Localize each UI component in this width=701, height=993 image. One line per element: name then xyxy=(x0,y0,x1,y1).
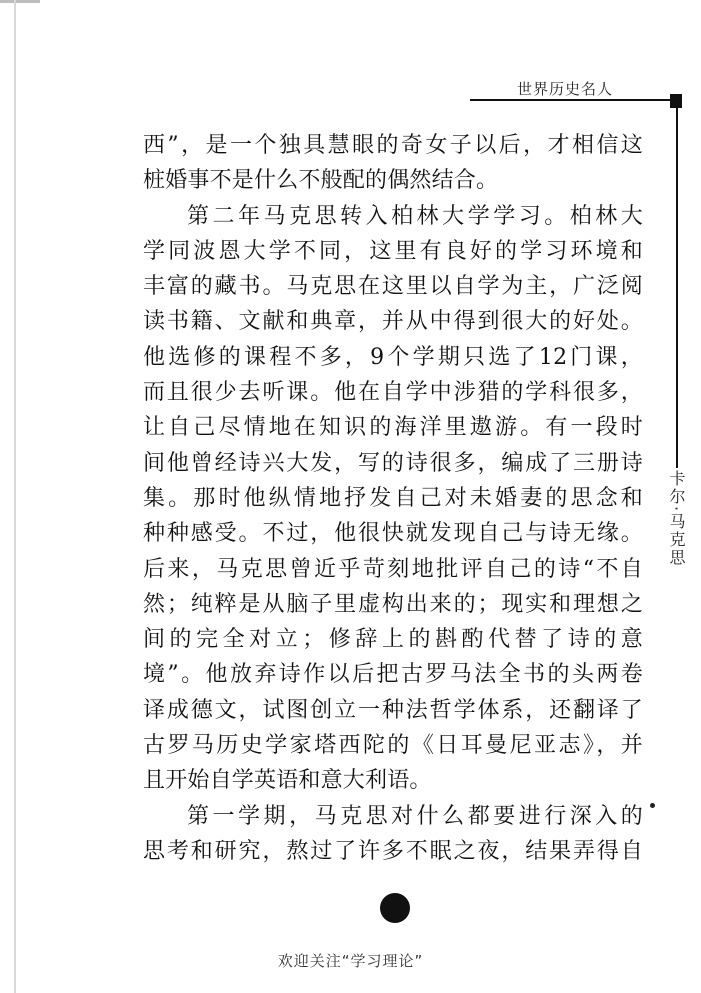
running-head-rule xyxy=(470,99,670,101)
text-line: 古罗马历史学家塔西陀的《日耳曼尼亚志》，并 xyxy=(143,733,643,759)
page-left-edge xyxy=(14,0,16,993)
text-line: 境”。他放弃诗作以后把古罗马法全书的头两卷 xyxy=(143,662,643,688)
text-line: 译成德文，试图创立一种法哲学体系，还翻译了 xyxy=(143,697,643,723)
text-line: 桩婚事不是什么不般配的偶然结合。 xyxy=(143,168,499,194)
text-line: 读书籍、文献和典章，并从中得到很大的好处。 xyxy=(143,309,643,335)
footer-watermark-text: 欢迎关注“学习理论” xyxy=(277,952,424,970)
text-line: 而且很少去听课。他在自学中涉猎的学科很多， xyxy=(143,380,643,406)
text-line: 然；纯粹是从脑子里虚构出来的；现实和理想之 xyxy=(143,591,643,617)
text-line: 思考和研究，熬过了许多不眠之夜，结果弄得自 xyxy=(143,838,643,864)
text-line: 后来，马克思曾近乎苛刻地批评自己的诗“不自 xyxy=(143,556,643,582)
running-head-marker xyxy=(670,94,682,108)
text-line: 且开始自学英语和意大利语。 xyxy=(143,768,432,794)
text-line: 第一学期，马克思对什么都要进行深入的 xyxy=(187,803,643,829)
text-line: 让自己尽情地在知识的海洋里遨游。有一段时 xyxy=(143,415,643,441)
text-line: 西”，是一个独具慧眼的奇女子以后，才相信这 xyxy=(143,133,643,158)
text-line: 间他曾经诗兴大发，写的诗很多，编成了三册诗 xyxy=(143,450,643,476)
ink-blot xyxy=(380,893,410,923)
running-head-title: 世界历史名人 xyxy=(516,80,613,98)
page-top-edge xyxy=(0,0,40,3)
text-line: 种种感受。不过，他很快就发现自己与诗无缘。 xyxy=(143,521,643,547)
side-rule xyxy=(676,108,678,468)
text-line: 他选修的课程不多，9个学期只选了12门课， xyxy=(143,344,643,370)
text-line: 集。那时他纵情地抒发自己对未婚妻的思念和 xyxy=(143,485,643,511)
text-line: 第二年马克思转入柏林大学学习。柏林大 xyxy=(187,203,643,229)
ink-dot xyxy=(650,803,655,808)
body-text xyxy=(143,128,643,869)
side-chapter-label: 卡尔·马克思 xyxy=(667,470,686,568)
text-line: 学同波恩大学不同，这里有良好的学习环境和 xyxy=(143,238,643,264)
text-line: 间的完全对立；修辞上的斟酌代替了诗的意 xyxy=(143,627,643,653)
text-line: 丰富的藏书。马克思在这里以自学为主，广泛阅 xyxy=(143,274,643,300)
